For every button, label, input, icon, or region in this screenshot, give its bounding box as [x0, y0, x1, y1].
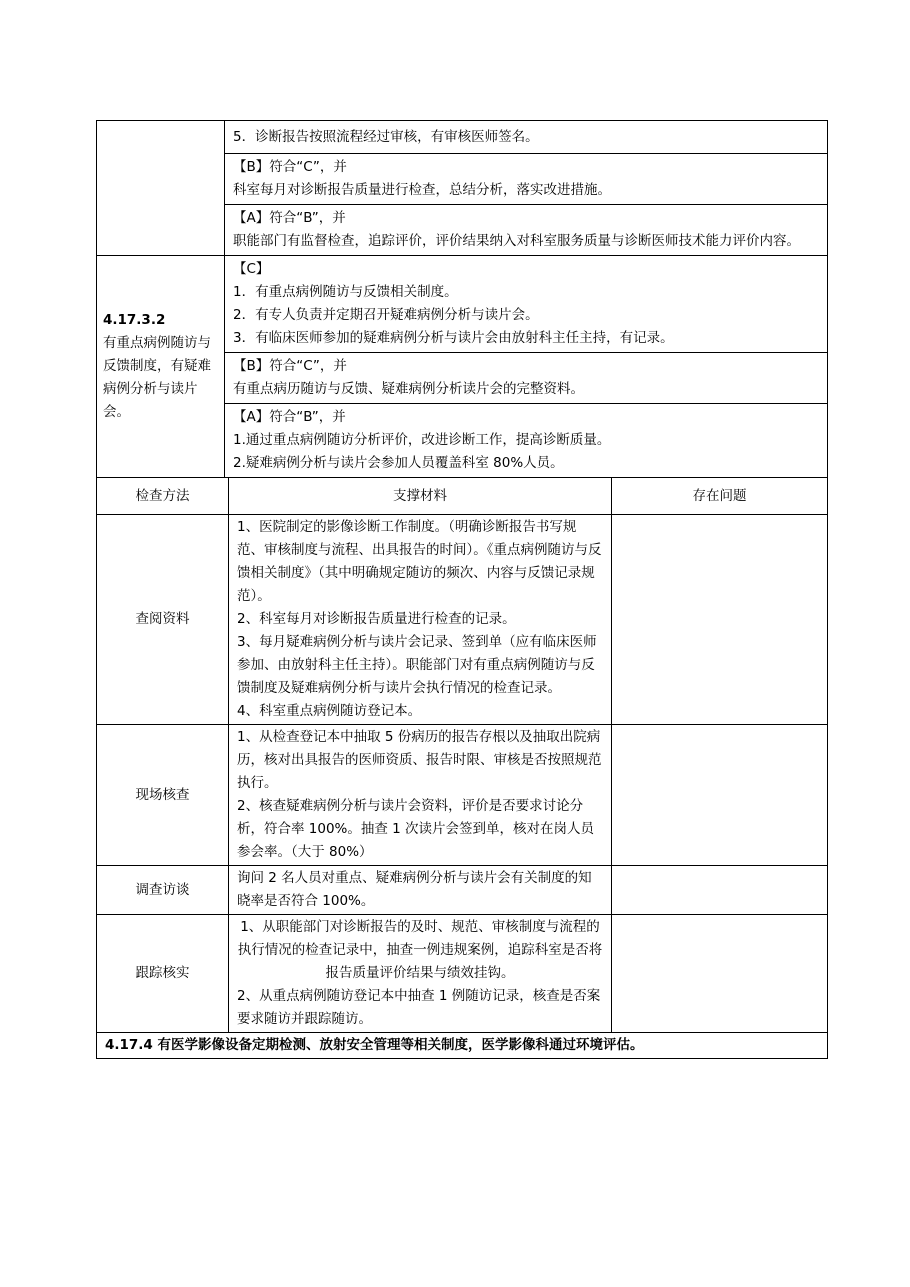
issues-cell: [612, 515, 828, 725]
materials-cell: 1、医院制定的影像诊断工作制度。（明确诊断报告书写规范、审核制度与流程、出具报告的时间）。《重点病例随访与反馈相关制度》（其中明确规定随访的频次、内容与反馈记录规范）。 2、科室每月对诊断报告质量进行检查的记录。 3、每月疑难病例分析与读片会记录、签到单（应有临床医师参加、由放射科主任主持）。职能部门对有重点病例随访与反馈制度及疑难病例分析与读片会执行情况的检查记录。 4、科室重点病例随访登记本。: [229, 515, 612, 725]
header-materials: 支撑材料: [229, 478, 612, 515]
issues-cell: [612, 915, 828, 1033]
method-onsite-check: 现场核查: [97, 725, 229, 866]
header-row: [97, 478, 828, 515]
header-method: 检查方法: [97, 478, 229, 515]
materials-cell: 询问 2 名人员对重点、疑难病例分析与读片会有关制度的知晓率是否符合 100%。: [229, 866, 612, 915]
issues-cell: [612, 866, 828, 915]
table-row: [97, 725, 828, 866]
table-row: [97, 866, 828, 915]
section-label-4-17-3-2: [97, 256, 225, 478]
materials-cell: 1、从职能部门对诊断报告的及时、规范、审核制度与流程的执行情况的检查记录中，抽查一例违规案例，追踪科室是否将报告质量评价结果与绩效挂钩。 2、从重点病例随访登记本中抽查 1 例随访记录，核查是否案要求随访并跟踪随访。: [229, 915, 612, 1033]
materials-cell: 1、从检查登记本中抽取 5 份病历的报告存根以及抽取出院病历，核对出具报告的医师资质、报告时限、审核是否按照规范执行。 2、核查疑难病例分析与读片会资料，评价是否要求讨论分析，符合率 100%。抽查 1 次读片会签到单，核对在岗人员参会率。（大于 80%）: [229, 725, 612, 866]
grade-b-monthly-check: 【B】符合“C”，并 科室每月对诊断报告质量进行检查，总结分析，落实改进措施。: [225, 154, 828, 205]
method-review-docs: 查阅资料: [97, 515, 229, 725]
grade-a-block: 【A】符合“B”，并 1.通过重点病例随访分析评价，改进诊断工作，提高诊断质量。 2.疑难病例分析与读片会参加人员覆盖科室 80%人员。: [225, 404, 828, 478]
standard-table: [96, 120, 828, 478]
section-code: 4.17.3.2: [103, 312, 166, 328]
next-section-4-17-4: 4.17.4 有医学影像设备定期检测、放射安全管理等相关制度，医学影像科通过环境评估。: [97, 1033, 828, 1059]
method-tracking: 跟踪核实: [97, 915, 229, 1033]
grade-a-supervision: 【A】符合“B”，并 职能部门有监督检查，追踪评价，评价结果纳入对科室服务质量与诊断医师技术能力评价内容。: [225, 205, 828, 256]
table-row: [97, 915, 828, 1033]
method-interview: 调查访谈: [97, 866, 229, 915]
header-issues: 存在问题: [612, 478, 828, 515]
section-title: 有重点病例随访与反馈制度，有疑难病例分析与读片会。: [103, 335, 211, 420]
issues-cell: [612, 725, 828, 866]
footer-row: [97, 1033, 828, 1059]
table-row: [97, 515, 828, 725]
empty-left-cell: [97, 121, 225, 256]
grade-c-block: 【C】 1．有重点病例随访与反馈相关制度。 2．有专人负责并定期召开疑难病例分析与读片会。 3．有临床医师参加的疑难病例分析与读片会由放射科主任主持，有记录。: [225, 256, 828, 353]
review-signature-item: 5．诊断报告按照流程经过审核，有审核医师签名。: [225, 121, 828, 154]
check-method-table: [96, 477, 828, 1059]
grade-b-block: 【B】符合“C”，并 有重点病历随访与反馈、疑难病例分析读片会的完整资料。: [225, 353, 828, 404]
